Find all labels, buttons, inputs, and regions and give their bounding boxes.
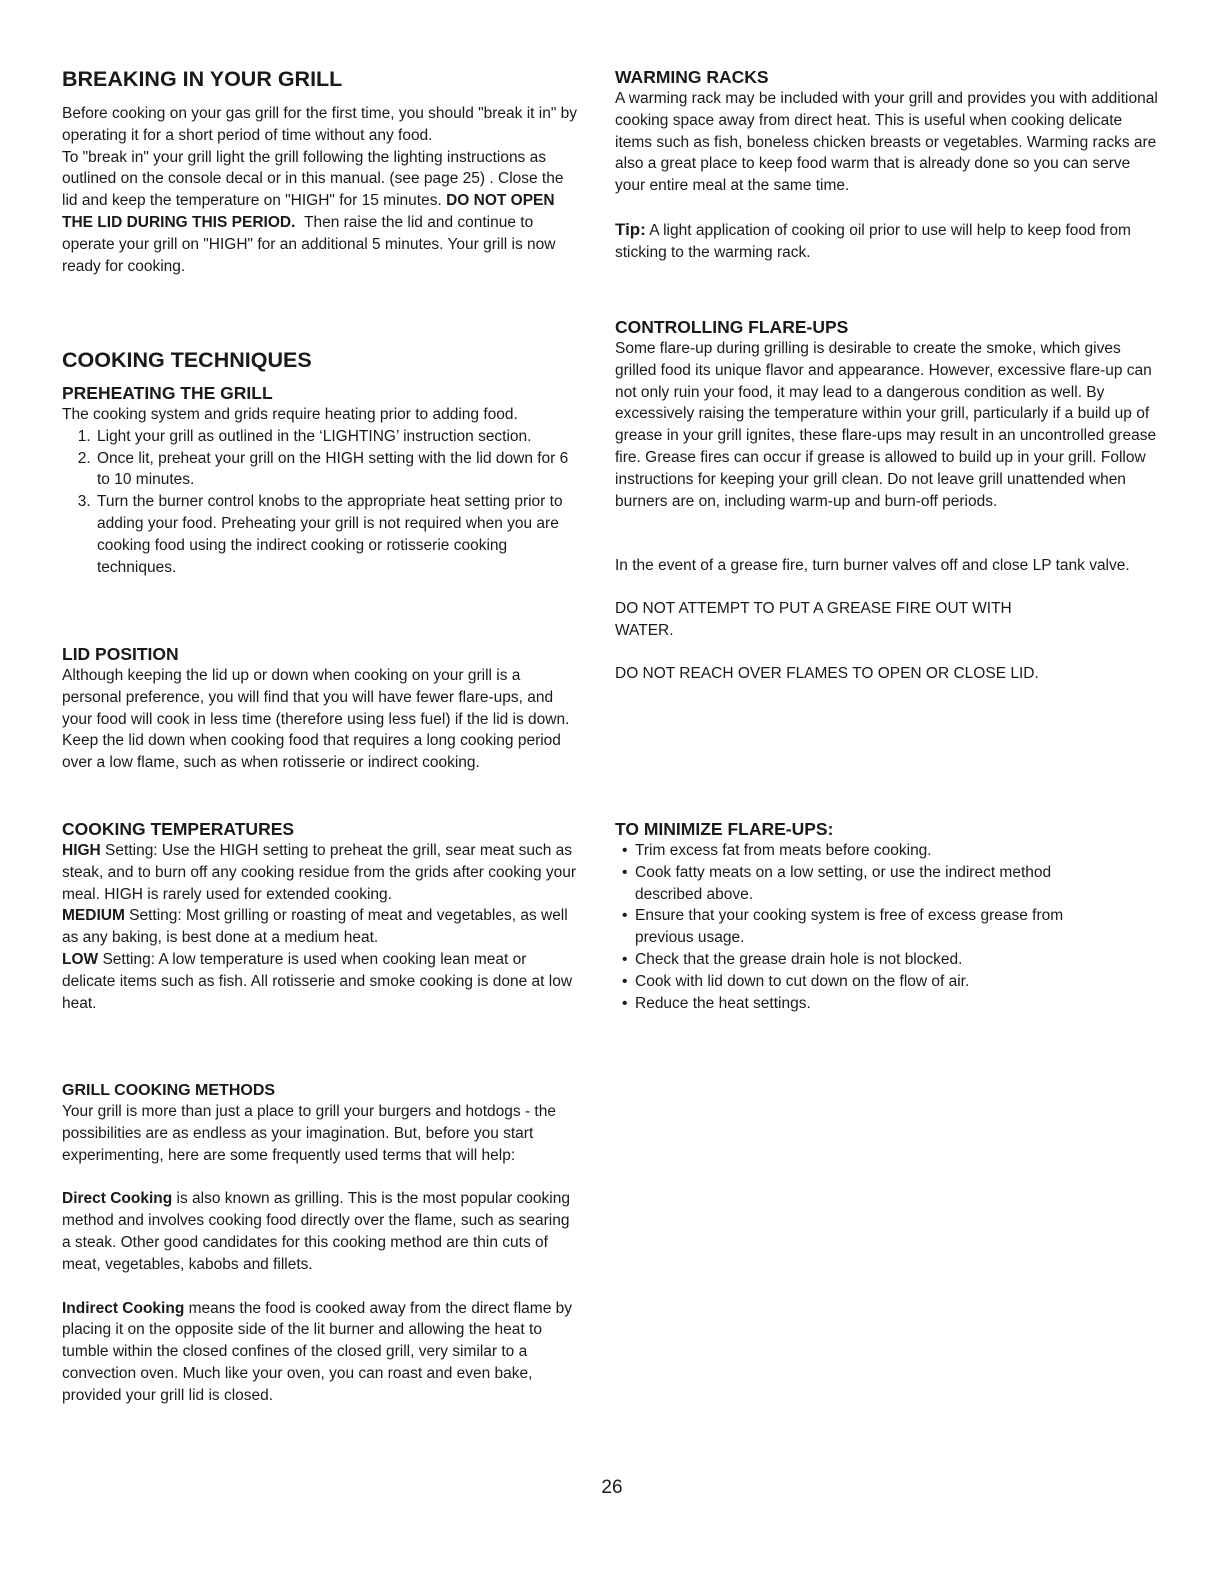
minimize-list [615, 840, 1065, 1014]
breaking-in-text-a: To "break in" your grill light the grill following the lighting instructions as outlined on the console decal or in this manual. (see page 25) . Close the lid and keep the temperature on "HIGH" for 15 minutes. [62, 148, 564, 210]
lid-position-section [62, 643, 582, 774]
list-item: • Reduce the heat settings. [615, 993, 1065, 1015]
lid-position-title: LID POSITION [62, 644, 179, 664]
warming-racks-tip [615, 219, 1160, 264]
temp-low-text: Setting: A low temperature is used when cooking lean meat or delicate items such as fish. All rotisserie and smoke cooking is done at low heat. [62, 950, 573, 1012]
breaking-in-warning: DO NOT OPEN THE LID DURING THIS PERIOD. [62, 192, 555, 231]
list-item: • Ensure that your cooking system is free of excess grease from previous usage. [615, 905, 1065, 949]
flare-ups-section [615, 316, 1160, 685]
preheating-intro: The cooking system and grids require heating prior to adding food. [62, 406, 518, 423]
cooking-temperatures-section [62, 818, 582, 1014]
cooking-temperatures-title: COOKING TEMPERATURES [62, 819, 295, 839]
flare-ups-title: CONTROLLING FLARE-UPS [615, 317, 849, 337]
list-item: • Cook with lid down to cut down on the flow of air. [615, 971, 1065, 993]
breaking-in-text-b: Then raise the lid and continue to operate your grill on "HIGH" for an additional 5 minutes. Your grill is now ready for cooking. [62, 213, 556, 275]
minimize-section [615, 818, 1160, 1014]
preheating-step: 3. Turn the burner control knobs to the appropriate heat setting prior to adding your food. Preheating your grill is not required when you are cooking food using the indirect cooking or rotisserie cooking techniques. [95, 491, 582, 578]
warming-racks-text: A warming rack may be included with your grill and provides you with additional cooking space away from direct heat. This is useful when cooking delicate items such as fish, boneless chicken breasts or vegetables. Warming racks are also a great place to keep food warm that is already done so you can serve your entire meal at the same time. [615, 90, 1158, 195]
list-item: • Cook fatty meats on a low setting, or use the indirect method described above. [615, 862, 1065, 906]
breaking-in-title: BREAKING IN YOUR GRILL [62, 67, 343, 91]
tip-text: A light application of cooking oil prior to use will help to keep food from sticking to the warming rack. [615, 221, 1131, 261]
direct-cooking [62, 1188, 582, 1275]
grill-methods-title: GRILL COOKING METHODS [62, 1082, 276, 1099]
cooking-techniques-title: COOKING TECHNIQUES [62, 348, 312, 372]
page-number: 26 [601, 1477, 623, 1498]
breaking-in-intro: Before cooking on your gas grill for the first time, you should "break it in" by operating it for a short period of time without any food. [62, 105, 578, 144]
grill-methods-intro: Your grill is more than just a place to grill your burgers and hotdogs - the possibilities are as endless as your imagination. But, before you start experimenting, here are some frequently used terms that will help: [62, 1103, 556, 1164]
temp-high [62, 840, 582, 905]
cooking-techniques-section [62, 347, 582, 373]
temp-high-text: Setting: Use the HIGH setting to preheat the grill, sear meat such as steak, and to burn off any cooking residue from the grids after cooking your meal. HIGH is rarely used for extended cooking. [62, 842, 577, 903]
indirect-cooking-label: Indirect Cooking [62, 1299, 185, 1317]
list-item: • Check that the grease drain hole is not blocked. [615, 949, 1065, 971]
grill-methods-section [62, 1080, 582, 1407]
preheating-title: PREHEATING THE GRILL [62, 383, 273, 403]
preheating-steps [62, 426, 582, 579]
tip-label: Tip: [615, 219, 646, 239]
preheating-step: 2. Once lit, preheat your grill on the HIGH setting with the lid down for 6 to 10 minutes. [95, 448, 582, 492]
temp-medium-text: Setting: Most grilling or roasting of meat and vegetables, as well as any baking, is best done at a medium heat. [62, 907, 568, 947]
direct-cooking-text: is also known as grilling. This is the most popular cooking method and involves cooking food directly over the flame, such as searing a steak. Other good candidates for this cooking method are thin cuts of meat, vegetables, kabobs and fillets. [62, 1190, 570, 1273]
indirect-cooking [62, 1298, 582, 1407]
breaking-in-section [62, 66, 582, 277]
water-warning: DO NOT ATTEMPT TO PUT A GREASE FIRE OUT WITH WATER. [615, 600, 1012, 639]
warming-racks-title: WARMING RACKS [615, 67, 769, 87]
reach-warning: DO NOT REACH OVER FLAMES TO OPEN OR CLOSE LID. [615, 664, 1039, 682]
temp-low-label: LOW [62, 950, 99, 968]
minimize-title: TO MINIMIZE FLARE-UPS: [615, 819, 834, 839]
temp-medium [62, 905, 582, 949]
temp-high-label: HIGH [62, 842, 101, 859]
lid-position-text: Although keeping the lid up or down when cooking on your grill is a personal preference, you will find that you will have fewer flare-ups, and your food will cook in less time (therefore using less fuel) if the lid is down. Keep the lid down when cooking food that requires a long cooking period over a low flame, such as when rotisserie or indirect cooking. [62, 667, 570, 772]
preheating-step: 1. Light your grill as outlined in the ‘LIGHTING’ instruction section. [95, 426, 582, 448]
flare-ups-text: Some flare-up during grilling is desirable to create the smoke, which gives grilled food its unique flavor and appearance. However, excessive flare-up can not only ruin your food, it may lead to a dangerous condition as well. By excessively raising the temperature within your grill, particularly if a build up of grease in your grill ignites, these flare-ups may result in an uncontrolled grease fire. Grease fires can occur if grease is allowed to build up in your grill. Follow instructions for keeping your grill clean. Do not leave grill unattended when burners are on, including warm-up and burn-off periods. [615, 340, 1157, 510]
breaking-in-instructions [62, 147, 582, 278]
preheating-section [62, 382, 582, 578]
direct-cooking-label: Direct Cooking [62, 1190, 173, 1208]
temp-low [62, 949, 582, 1014]
grease-fire-instruction: In the event of a grease fire, turn burner valves off and close LP tank valve. [615, 557, 1130, 575]
temp-medium-label: MEDIUM [62, 907, 125, 925]
indirect-cooking-text: means the food is cooked away from the direct flame by placing it on the opposite side of the lit burner and allowing the heat to tumble within the closed confines of the closed grill, very similar to a convection oven. Much like your oven, you can roast and even bake, provided your grill lid is closed. [62, 1299, 572, 1404]
list-item: • Trim excess fat from meats before cooking. [615, 840, 1065, 862]
warming-racks-section [615, 66, 1160, 264]
